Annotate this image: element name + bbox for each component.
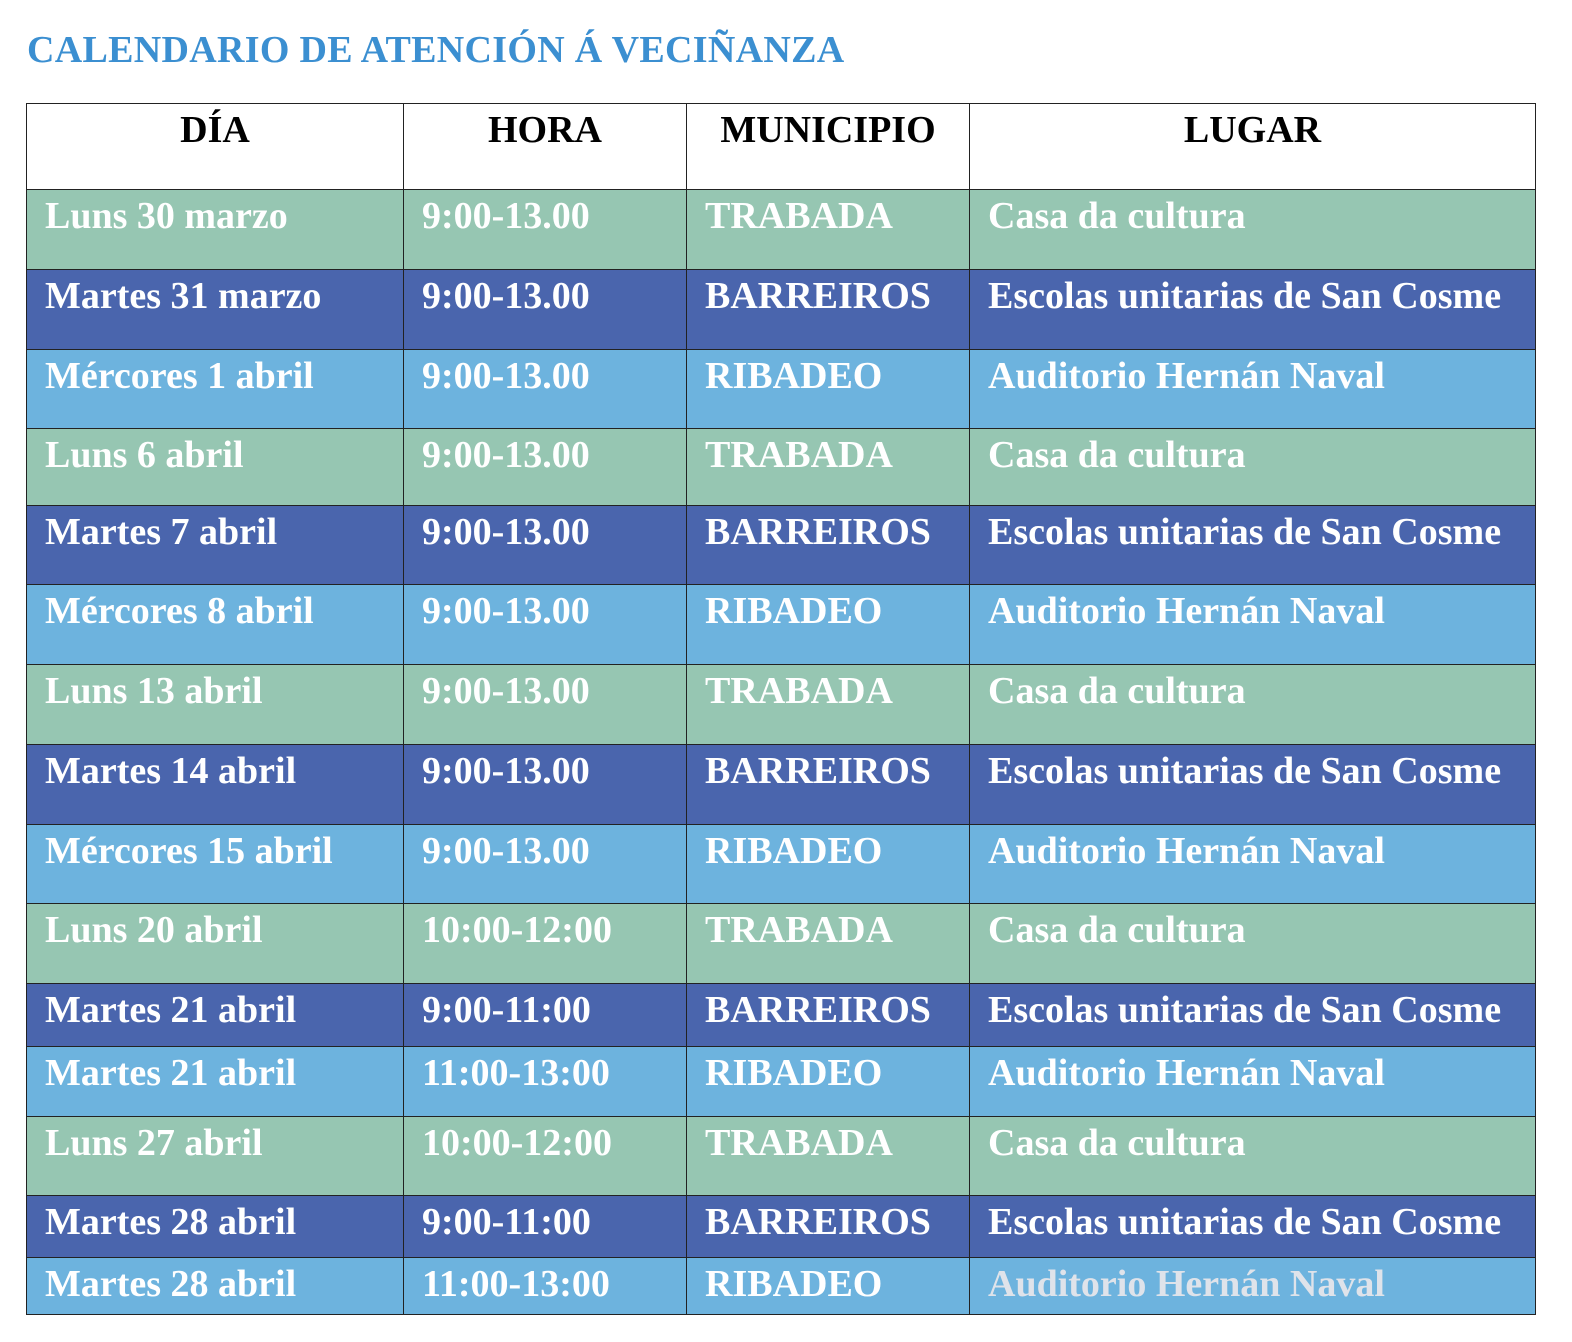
table-row (27, 1258, 1536, 1315)
cell-municipio: TRABADA (687, 665, 970, 745)
cell-dia: Mércores 1 abril (27, 350, 404, 429)
cell-lugar: Casa da cultura (970, 904, 1536, 984)
table-row (27, 904, 1536, 984)
cell-municipio: BARREIROS (687, 1196, 970, 1258)
cell-lugar: Auditorio Hernán Naval (970, 825, 1536, 904)
cell-hora: 10:00-12:00 (404, 904, 687, 984)
cell-hora: 9:00-13.00 (404, 745, 687, 825)
cell-municipio: TRABADA (687, 1117, 970, 1196)
cell-hora: 9:00-13.00 (404, 190, 687, 270)
table-row (27, 745, 1536, 825)
cell-hora: 9:00-13.00 (404, 665, 687, 745)
table-row (27, 270, 1536, 350)
cell-dia: Luns 30 marzo (27, 190, 404, 270)
cell-dia: Martes 21 abril (27, 1047, 404, 1117)
cell-hora: 9:00-13.00 (404, 270, 687, 350)
cell-hora: 9:00-13.00 (404, 350, 687, 429)
cell-lugar: Auditorio Hernán Naval (970, 585, 1536, 665)
cell-dia: Luns 13 abril (27, 665, 404, 745)
cell-hora: 9:00-13.00 (404, 585, 687, 665)
cell-dia: Luns 20 abril (27, 904, 404, 984)
cell-municipio: RIBADEO (687, 1047, 970, 1117)
table-header-row (27, 104, 1536, 190)
table-row (27, 1117, 1536, 1196)
cell-municipio: TRABADA (687, 904, 970, 984)
cell-municipio: BARREIROS (687, 506, 970, 585)
cell-hora: 9:00-11:00 (404, 984, 687, 1047)
table-row (27, 506, 1536, 585)
cell-municipio: TRABADA (687, 429, 970, 506)
cell-municipio: RIBADEO (687, 825, 970, 904)
page-title: CALENDARIO DE ATENCIÓN Á VECIÑANZA (27, 29, 845, 71)
cell-municipio: TRABADA (687, 190, 970, 270)
cell-hora: 9:00-11:00 (404, 1196, 687, 1258)
cell-dia: Mércores 8 abril (27, 585, 404, 665)
cell-municipio: RIBADEO (687, 585, 970, 665)
cell-municipio: RIBADEO (687, 1258, 970, 1315)
cell-municipio: RIBADEO (687, 350, 970, 429)
cell-dia: Martes 31 marzo (27, 270, 404, 350)
cell-lugar: Escolas unitarias de San Cosme (970, 506, 1536, 585)
cell-lugar: Casa da cultura (970, 429, 1536, 506)
cell-hora: 9:00-13.00 (404, 429, 687, 506)
cell-lugar: Escolas unitarias de San Cosme (970, 984, 1536, 1047)
cell-lugar: Auditorio Hernán Naval (970, 1047, 1536, 1117)
cell-municipio: BARREIROS (687, 984, 970, 1047)
cell-lugar: Auditorio Hernán Naval (970, 350, 1536, 429)
cell-hora: 9:00-13.00 (404, 506, 687, 585)
cell-hora: 9:00-13.00 (404, 825, 687, 904)
cell-lugar: Casa da cultura (970, 1117, 1536, 1196)
header-municipio: MUNICIPIO (687, 104, 970, 190)
cell-dia: Martes 28 abril (27, 1258, 404, 1315)
cell-lugar: Auditorio Hernán Naval (970, 1258, 1536, 1315)
cell-hora: 11:00-13:00 (404, 1258, 687, 1315)
schedule-table (26, 103, 1536, 1315)
cell-dia: Martes 7 abril (27, 506, 404, 585)
table-row (27, 350, 1536, 429)
cell-lugar: Escolas unitarias de San Cosme (970, 745, 1536, 825)
cell-dia: Martes 14 abril (27, 745, 404, 825)
table-row (27, 665, 1536, 745)
cell-dia: Luns 6 abril (27, 429, 404, 506)
header-dia: DÍA (27, 104, 404, 190)
cell-hora: 10:00-12:00 (404, 1117, 687, 1196)
header-lugar: LUGAR (970, 104, 1536, 190)
table-row (27, 1047, 1536, 1117)
cell-lugar: Casa da cultura (970, 190, 1536, 270)
table-row (27, 1196, 1536, 1258)
cell-dia: Mércores 15 abril (27, 825, 404, 904)
table-row (27, 984, 1536, 1047)
cell-lugar: Casa da cultura (970, 665, 1536, 745)
table-row (27, 585, 1536, 665)
cell-municipio: BARREIROS (687, 270, 970, 350)
cell-lugar: Escolas unitarias de San Cosme (970, 1196, 1536, 1258)
cell-dia: Luns 27 abril (27, 1117, 404, 1196)
cell-municipio: BARREIROS (687, 745, 970, 825)
cell-lugar: Escolas unitarias de San Cosme (970, 270, 1536, 350)
table-row (27, 825, 1536, 904)
header-hora: HORA (404, 104, 687, 190)
table-row (27, 190, 1536, 270)
table-row (27, 429, 1536, 506)
cell-dia: Martes 21 abril (27, 984, 404, 1047)
cell-dia: Martes 28 abril (27, 1196, 404, 1258)
cell-hora: 11:00-13:00 (404, 1047, 687, 1117)
